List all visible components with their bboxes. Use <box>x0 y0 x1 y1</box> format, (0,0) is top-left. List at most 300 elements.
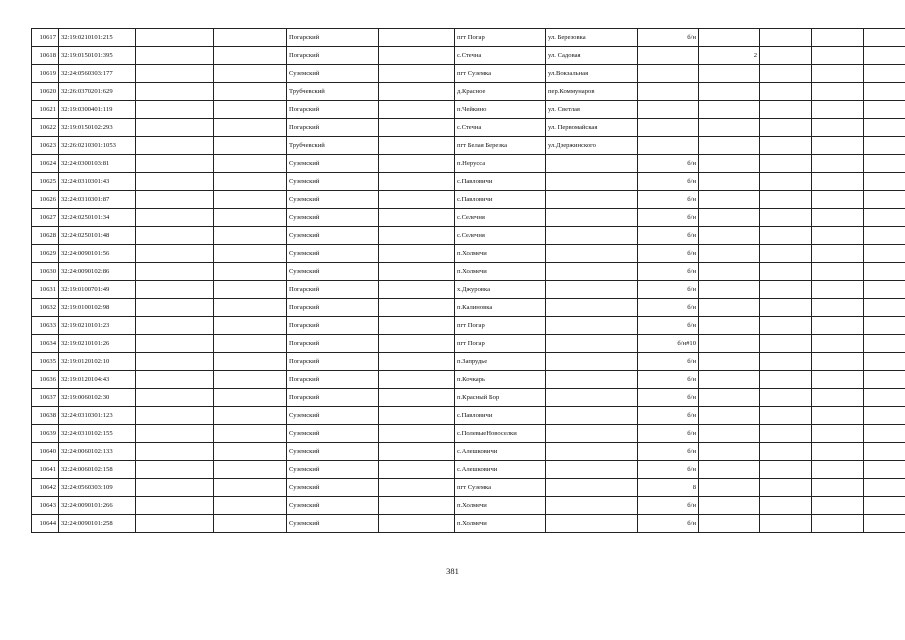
cell-empty <box>214 29 287 47</box>
cell-empty <box>136 101 214 119</box>
cell-empty <box>760 407 812 425</box>
cell-empty <box>760 29 812 47</box>
cell-empty <box>864 65 905 83</box>
cell-empty <box>379 119 455 137</box>
cell-street: ул.Дзержинского <box>546 137 638 155</box>
cell-street <box>546 371 638 389</box>
cell-empty <box>379 263 455 281</box>
cell-number: 10635 <box>32 353 59 371</box>
cell-locality: с.Селечня <box>455 227 546 245</box>
cell-region: Суземский <box>287 209 379 227</box>
cell-region: Погарский <box>287 317 379 335</box>
cell-empty <box>136 47 214 65</box>
cell-empty <box>214 299 287 317</box>
cell-number: 10642 <box>32 479 59 497</box>
cell-extra <box>699 389 760 407</box>
cell-empty <box>214 83 287 101</box>
cell-region: Трубчевский <box>287 83 379 101</box>
cell-empty <box>864 479 905 497</box>
table-row <box>32 371 905 389</box>
cell-empty <box>864 515 905 533</box>
cell-empty <box>812 227 864 245</box>
cell-locality: д.Красное <box>455 83 546 101</box>
table-row <box>32 263 905 281</box>
cell-empty <box>812 119 864 137</box>
cell-region: Суземский <box>287 461 379 479</box>
table-row <box>32 389 905 407</box>
table-row <box>32 299 905 317</box>
cell-empty <box>812 389 864 407</box>
cell-cadastral-code: 32:24:0560303:177 <box>59 65 136 83</box>
cell-house: б/н <box>638 497 699 515</box>
cell-empty <box>214 335 287 353</box>
cell-extra <box>699 299 760 317</box>
cell-extra <box>699 65 760 83</box>
cell-extra: 2 <box>699 47 760 65</box>
cell-empty <box>864 209 905 227</box>
cell-region: Суземский <box>287 515 379 533</box>
cell-empty <box>760 497 812 515</box>
cell-empty <box>812 173 864 191</box>
cell-locality: с.Стечна <box>455 47 546 65</box>
cell-street <box>546 209 638 227</box>
cell-house: б/н <box>638 227 699 245</box>
cell-street: ул. Садовая <box>546 47 638 65</box>
cell-empty <box>864 281 905 299</box>
cell-empty <box>379 227 455 245</box>
cell-empty <box>214 209 287 227</box>
cell-empty <box>379 479 455 497</box>
cell-empty <box>760 443 812 461</box>
cell-empty <box>136 245 214 263</box>
cell-region: Погарский <box>287 29 379 47</box>
cell-street <box>546 245 638 263</box>
cell-house: б/н <box>638 443 699 461</box>
cell-locality: с.Алешковичи <box>455 461 546 479</box>
cell-empty <box>136 353 214 371</box>
cell-number: 10634 <box>32 335 59 353</box>
cell-extra <box>699 407 760 425</box>
cell-extra <box>699 191 760 209</box>
cell-locality: п.Чейкино <box>455 101 546 119</box>
cell-house: 8 <box>638 479 699 497</box>
cell-empty <box>214 461 287 479</box>
cell-house <box>638 137 699 155</box>
table-row <box>32 191 905 209</box>
cell-region: Суземский <box>287 263 379 281</box>
cell-number: 10632 <box>32 299 59 317</box>
cell-region: Погарский <box>287 101 379 119</box>
cell-number: 10625 <box>32 173 59 191</box>
cell-empty <box>379 515 455 533</box>
cell-cadastral-code: 32:24:0090101:266 <box>59 497 136 515</box>
table-body <box>32 29 905 533</box>
cell-extra <box>699 371 760 389</box>
cell-cadastral-code: 32:19:0120102:10 <box>59 353 136 371</box>
cell-empty <box>812 515 864 533</box>
cell-cadastral-code: 32:19:0060102:30 <box>59 389 136 407</box>
cell-empty <box>379 209 455 227</box>
cell-street <box>546 389 638 407</box>
cell-empty <box>760 281 812 299</box>
cell-locality: с.ПолевыеНовоселки <box>455 425 546 443</box>
cell-cadastral-code: 32:24:0310102:155 <box>59 425 136 443</box>
cell-empty <box>760 245 812 263</box>
cell-number: 10623 <box>32 137 59 155</box>
cell-empty <box>214 137 287 155</box>
cell-street <box>546 173 638 191</box>
cell-empty <box>136 407 214 425</box>
cell-house: б/н <box>638 371 699 389</box>
cell-empty <box>214 173 287 191</box>
cell-empty <box>136 209 214 227</box>
cell-region: Суземский <box>287 227 379 245</box>
cell-extra <box>699 227 760 245</box>
cell-empty <box>760 191 812 209</box>
table-row <box>32 425 905 443</box>
cell-extra <box>699 353 760 371</box>
cell-extra <box>699 173 760 191</box>
cell-empty <box>812 317 864 335</box>
cell-empty <box>379 353 455 371</box>
cell-empty <box>136 137 214 155</box>
cell-empty <box>864 353 905 371</box>
cell-street <box>546 191 638 209</box>
cell-street <box>546 425 638 443</box>
cell-empty <box>864 191 905 209</box>
cell-empty <box>760 209 812 227</box>
cell-region: Погарский <box>287 389 379 407</box>
cell-empty <box>136 425 214 443</box>
cell-empty <box>812 209 864 227</box>
cell-empty <box>812 425 864 443</box>
cell-empty <box>136 263 214 281</box>
cell-street: пер.Коммунаров <box>546 83 638 101</box>
cell-cadastral-code: 32:24:0310301:87 <box>59 191 136 209</box>
cell-street <box>546 227 638 245</box>
cell-street <box>546 443 638 461</box>
cell-street <box>546 281 638 299</box>
cell-locality: п.Холмечи <box>455 497 546 515</box>
cell-house: б/н <box>638 245 699 263</box>
cell-empty <box>812 479 864 497</box>
cell-number: 10624 <box>32 155 59 173</box>
cell-number: 10639 <box>32 425 59 443</box>
cell-number: 10638 <box>32 407 59 425</box>
cell-empty <box>136 335 214 353</box>
cell-locality: х.Джуровка <box>455 281 546 299</box>
cell-number: 10641 <box>32 461 59 479</box>
cell-extra <box>699 263 760 281</box>
cell-locality: п.Запрудье <box>455 353 546 371</box>
cell-empty <box>864 407 905 425</box>
cell-house <box>638 101 699 119</box>
cell-house: б/н <box>638 317 699 335</box>
cell-empty <box>214 353 287 371</box>
cell-extra <box>699 497 760 515</box>
cell-house: б/н <box>638 389 699 407</box>
cell-number: 10626 <box>32 191 59 209</box>
table-row <box>32 281 905 299</box>
cell-empty <box>812 65 864 83</box>
cell-number: 10622 <box>32 119 59 137</box>
cell-empty <box>379 155 455 173</box>
cell-house: б/н <box>638 461 699 479</box>
cell-empty <box>864 119 905 137</box>
cell-house: б/н <box>638 353 699 371</box>
cell-empty <box>760 479 812 497</box>
table-row <box>32 173 905 191</box>
cell-empty <box>864 47 905 65</box>
cell-locality: п.Кочкарь <box>455 371 546 389</box>
cell-house: б/н <box>638 173 699 191</box>
cell-empty <box>136 497 214 515</box>
cell-empty <box>136 479 214 497</box>
cell-empty <box>864 29 905 47</box>
table-row <box>32 29 905 47</box>
cell-number: 10619 <box>32 65 59 83</box>
cell-locality: с.Алешковичи <box>455 443 546 461</box>
cell-empty <box>136 29 214 47</box>
cell-empty <box>760 227 812 245</box>
cell-empty <box>812 245 864 263</box>
cell-empty <box>214 497 287 515</box>
cell-cadastral-code: 32:24:0310301:123 <box>59 407 136 425</box>
cell-empty <box>379 101 455 119</box>
cell-empty <box>760 353 812 371</box>
cell-number: 10644 <box>32 515 59 533</box>
cell-cadastral-code: 32:24:0060102:133 <box>59 443 136 461</box>
cell-extra <box>699 317 760 335</box>
cell-street <box>546 317 638 335</box>
cell-empty <box>379 299 455 317</box>
cell-empty <box>760 335 812 353</box>
cell-house: б/н <box>638 281 699 299</box>
cell-street <box>546 155 638 173</box>
cell-region: Суземский <box>287 155 379 173</box>
cell-house <box>638 83 699 101</box>
cell-empty <box>864 371 905 389</box>
cell-region: Суземский <box>287 497 379 515</box>
table-row <box>32 209 905 227</box>
cell-empty <box>214 281 287 299</box>
cell-empty <box>214 515 287 533</box>
cell-cadastral-code: 32:19:0210101:23 <box>59 317 136 335</box>
cell-number: 10621 <box>32 101 59 119</box>
cell-empty <box>136 443 214 461</box>
cell-extra <box>699 83 760 101</box>
cell-house: б/н <box>638 191 699 209</box>
cell-extra <box>699 461 760 479</box>
cell-number: 10633 <box>32 317 59 335</box>
cell-region: Погарский <box>287 353 379 371</box>
cell-cadastral-code: 32:19:0210101:215 <box>59 29 136 47</box>
cell-cadastral-code: 32:19:0300401:119 <box>59 101 136 119</box>
cell-empty <box>214 263 287 281</box>
cell-empty <box>214 443 287 461</box>
cell-empty <box>864 497 905 515</box>
cell-locality: п.Красный Бор <box>455 389 546 407</box>
cell-region: Суземский <box>287 191 379 209</box>
cell-empty <box>760 65 812 83</box>
cell-region: Трубчевский <box>287 137 379 155</box>
cell-house: б/н <box>638 425 699 443</box>
table-row <box>32 83 905 101</box>
cell-locality: с.Павловичи <box>455 173 546 191</box>
cell-region: Суземский <box>287 245 379 263</box>
cell-empty <box>864 263 905 281</box>
cell-empty <box>864 299 905 317</box>
cell-empty <box>760 155 812 173</box>
cell-cadastral-code: 32:24:0090101:258 <box>59 515 136 533</box>
cell-street <box>546 461 638 479</box>
cell-empty <box>379 65 455 83</box>
cell-extra <box>699 29 760 47</box>
cell-cadastral-code: 32:19:0120104:43 <box>59 371 136 389</box>
cell-cadastral-code: 32:24:0560303:109 <box>59 479 136 497</box>
cell-empty <box>760 263 812 281</box>
cell-empty <box>812 191 864 209</box>
cell-empty <box>379 47 455 65</box>
cell-empty <box>864 83 905 101</box>
cell-empty <box>760 317 812 335</box>
cell-street <box>546 479 638 497</box>
cell-empty <box>812 29 864 47</box>
table-row <box>32 155 905 173</box>
table-row <box>32 461 905 479</box>
cell-street <box>546 263 638 281</box>
cell-empty <box>760 101 812 119</box>
cell-empty <box>136 227 214 245</box>
cell-empty <box>864 155 905 173</box>
cell-house <box>638 119 699 137</box>
cell-locality: п.Нерусса <box>455 155 546 173</box>
cell-street <box>546 515 638 533</box>
cell-empty <box>864 227 905 245</box>
cell-empty <box>760 119 812 137</box>
cell-empty <box>379 281 455 299</box>
cell-empty <box>812 83 864 101</box>
cell-empty <box>214 191 287 209</box>
cell-empty <box>214 245 287 263</box>
cell-cadastral-code: 32:24:0060102:158 <box>59 461 136 479</box>
cell-empty <box>864 173 905 191</box>
cell-house: б/н <box>638 155 699 173</box>
table-row <box>32 479 905 497</box>
cell-empty <box>214 65 287 83</box>
table-row <box>32 65 905 83</box>
cell-empty <box>214 371 287 389</box>
cell-empty <box>812 335 864 353</box>
cell-extra <box>699 425 760 443</box>
cell-empty <box>136 389 214 407</box>
cell-empty <box>812 461 864 479</box>
cell-empty <box>214 425 287 443</box>
cell-extra <box>699 515 760 533</box>
cell-empty <box>812 371 864 389</box>
cell-street: ул. Светлая <box>546 101 638 119</box>
cell-number: 10643 <box>32 497 59 515</box>
table-row <box>32 515 905 533</box>
cell-empty <box>864 425 905 443</box>
cell-empty <box>136 191 214 209</box>
cell-empty <box>864 335 905 353</box>
cell-locality: п.Холмечи <box>455 245 546 263</box>
cell-empty <box>379 461 455 479</box>
cell-empty <box>864 389 905 407</box>
cell-locality: пгт Суземка <box>455 479 546 497</box>
cell-street <box>546 497 638 515</box>
cell-house: б/н <box>638 29 699 47</box>
table-row <box>32 119 905 137</box>
cell-number: 10637 <box>32 389 59 407</box>
cell-empty <box>812 47 864 65</box>
cell-locality: пгт Белая Березка <box>455 137 546 155</box>
cell-house: б/н <box>638 263 699 281</box>
cell-empty <box>379 443 455 461</box>
cell-locality: п.Холмечи <box>455 515 546 533</box>
cell-cadastral-code: 32:24:0310301:43 <box>59 173 136 191</box>
cell-empty <box>760 425 812 443</box>
cell-extra <box>699 137 760 155</box>
table-row <box>32 317 905 335</box>
cell-locality: с.Стечна <box>455 119 546 137</box>
cell-empty <box>760 83 812 101</box>
cell-empty <box>812 263 864 281</box>
cell-locality: п.Холмечи <box>455 263 546 281</box>
cell-empty <box>379 245 455 263</box>
cell-cadastral-code: 32:24:0090102:86 <box>59 263 136 281</box>
cell-extra <box>699 155 760 173</box>
cell-empty <box>760 371 812 389</box>
table-row <box>32 137 905 155</box>
cell-empty <box>214 155 287 173</box>
cell-empty <box>379 497 455 515</box>
cell-empty <box>136 515 214 533</box>
cell-number: 10630 <box>32 263 59 281</box>
cell-empty <box>812 407 864 425</box>
cell-empty <box>136 281 214 299</box>
cell-empty <box>812 101 864 119</box>
cell-number: 10631 <box>32 281 59 299</box>
cell-street: ул.Вокзальная <box>546 65 638 83</box>
cell-region: Погарский <box>287 281 379 299</box>
cell-house <box>638 47 699 65</box>
cell-empty <box>812 137 864 155</box>
cell-empty <box>760 137 812 155</box>
cell-cadastral-code: 32:19:0150101:395 <box>59 47 136 65</box>
cell-locality: с.Селечня <box>455 209 546 227</box>
cell-empty <box>379 83 455 101</box>
cell-empty <box>760 461 812 479</box>
table-row <box>32 497 905 515</box>
cell-cadastral-code: 32:24:0300103:81 <box>59 155 136 173</box>
cell-street: ул. Первомайская <box>546 119 638 137</box>
cell-cadastral-code: 32:24:0250101:34 <box>59 209 136 227</box>
cell-region: Погарский <box>287 371 379 389</box>
cell-street <box>546 299 638 317</box>
cell-empty <box>214 227 287 245</box>
cell-cadastral-code: 32:19:0100102:98 <box>59 299 136 317</box>
cell-cadastral-code: 32:24:0250101:48 <box>59 227 136 245</box>
cell-empty <box>214 479 287 497</box>
cell-empty <box>136 65 214 83</box>
cell-empty <box>136 317 214 335</box>
cell-empty <box>379 191 455 209</box>
cell-empty <box>864 137 905 155</box>
cell-empty <box>136 299 214 317</box>
cell-empty <box>812 353 864 371</box>
